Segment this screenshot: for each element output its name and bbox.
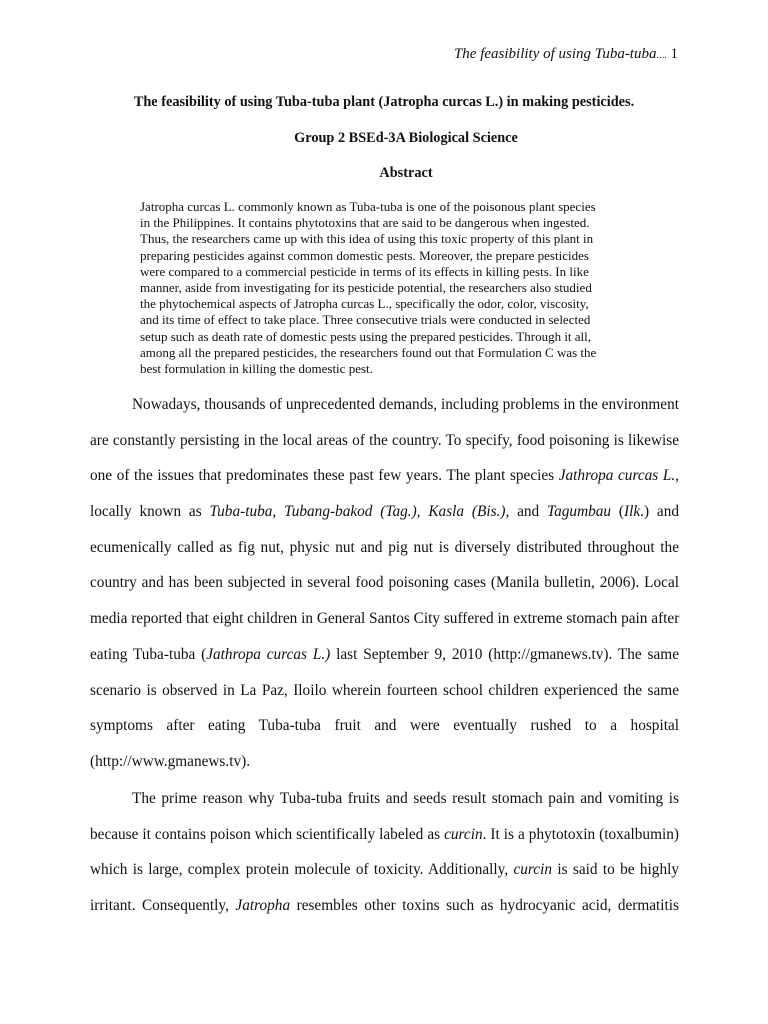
paragraph-line: country and has been subjected in several food poisoning cases (Manila bulletin, 2006). Local [90,574,679,592]
text-run: .) and [640,503,679,521]
abstract-line: among all the prepared pesticides, the researchers found out that Formulation C was the [140,344,597,360]
running-title-dots: …. [656,50,667,60]
paragraph-line [90,826,679,844]
italic-species-name: Jathropa curcas L.) [206,645,331,663]
abstract-heading: Abstract [379,165,433,181]
abstract-line: the phytochemical aspects of Jatropha curcas L., specifically the odor, color, viscosity, [140,296,589,312]
running-header [454,46,678,63]
abstract-line: in the Philippines. It contains phytotoxins that are said to be dangerous when ingested. [140,215,590,231]
italic-local-name: Kasla (Bis.), [428,503,510,521]
italic-species-name: Jathropa curcas L., [558,467,679,485]
paragraph-line: ecumenically called as fig nut, physic nut and pig nut is diversely distributed throughout the [90,538,679,556]
abstract-line: were compared to a commercial pesticide in terms of its effects in killing pests. In like [140,263,589,279]
paragraph-line [90,897,679,915]
paragraph-line: The prime reason why Tuba-tuba fruits and seeds result stomach pain and vomiting is [132,790,679,807]
abstract-line: and its time of effect to take place. Three consecutive trials were conducted in selected [140,312,591,328]
text-run: is said to be highly [552,861,679,879]
page-number: 1 [670,46,678,62]
text-run: because it contains poison which scientifically labeled as [90,825,445,843]
italic-genus-name: Jatropha [235,897,291,915]
body-paragraph-1 [90,396,679,789]
paragraph-line: media reported that eight children in General Santos City suffered in extreme stomach pain after [90,610,680,628]
text-run: resembles other toxins such as hydrocyanic acid, dermatitis [290,897,679,915]
text-run: irritant. Consequently, [90,897,236,915]
paragraph-line: scenario is observed in La Paz, Iloilo wherein fourteen school children experienced the same [90,681,679,699]
text-run: last September 9, 2010 (http://gmanews.tv). The same [330,645,679,663]
abstract-line: setup such as death rate of domestic pests using the prepared pesticides. Through it all, [140,328,592,344]
author-group: Group 2 BSEd-3A Biological Science [294,130,518,146]
italic-local-name: Tagumbau [547,503,612,521]
paragraph-line: Nowadays, thousands of unprecedented demands, including problems in the environment [132,396,679,413]
abstract-line: best formulation in killing the domestic pest. [140,361,373,377]
text-run: and [509,503,548,521]
paragraph-line: symptoms after eating Tuba-tuba fruit and were eventually rushed to a hospital [90,717,679,735]
abstract-line: manner, aside from investigating for its pesticide potential, the researchers also studied [140,280,592,296]
italic-language-abbrev: Ilk [624,503,641,521]
text-run: , [272,503,285,521]
italic-toxin-name: curcin [444,825,483,843]
text-run: locally known as [90,503,210,521]
running-title: The feasibility of using Tuba-tuba [453,46,657,62]
abstract-line: Thus, the researchers came up with this idea of using this toxic property of this plant in [140,231,594,247]
text-run: eating Tuba-tuba ( [90,645,207,663]
paragraph-line [90,503,679,521]
italic-local-name: Tuba-tuba [209,503,273,521]
text-run: which is large, complex protein molecule of toxicity. Additionally, [90,861,514,879]
text-run: one of the issues that predominates these past few years. The plant species [90,467,559,485]
paragraph-line [90,467,679,485]
paragraph-line: (http://www.gmanews.tv). [90,752,251,770]
paragraph-line: are constantly persisting in the local areas of the country. To specify, food poisoning is likewise [90,431,679,449]
italic-local-name: Tubang-bakod (Tag.), [284,503,421,521]
italic-toxin-name: curcin [513,861,552,879]
paragraph-line [90,861,679,879]
abstract-body [140,199,630,377]
paragraph-line [90,646,679,664]
text-run: ( [611,503,625,521]
text-run: . It is a phytotoxin (toxalbumin) [482,825,679,843]
paper-title: The feasibility of using Tuba-tuba plant (Jatropha curcas L.) in making pesticides. [133,94,635,110]
body-paragraph-2 [90,790,679,933]
abstract-line: Jatropha curcas L. commonly known as Tuba-tuba is one of the poisonous plant species [140,199,596,214]
abstract-line: preparing pesticides against common domestic pests. Moreover, the prepare pesticides [140,247,589,263]
